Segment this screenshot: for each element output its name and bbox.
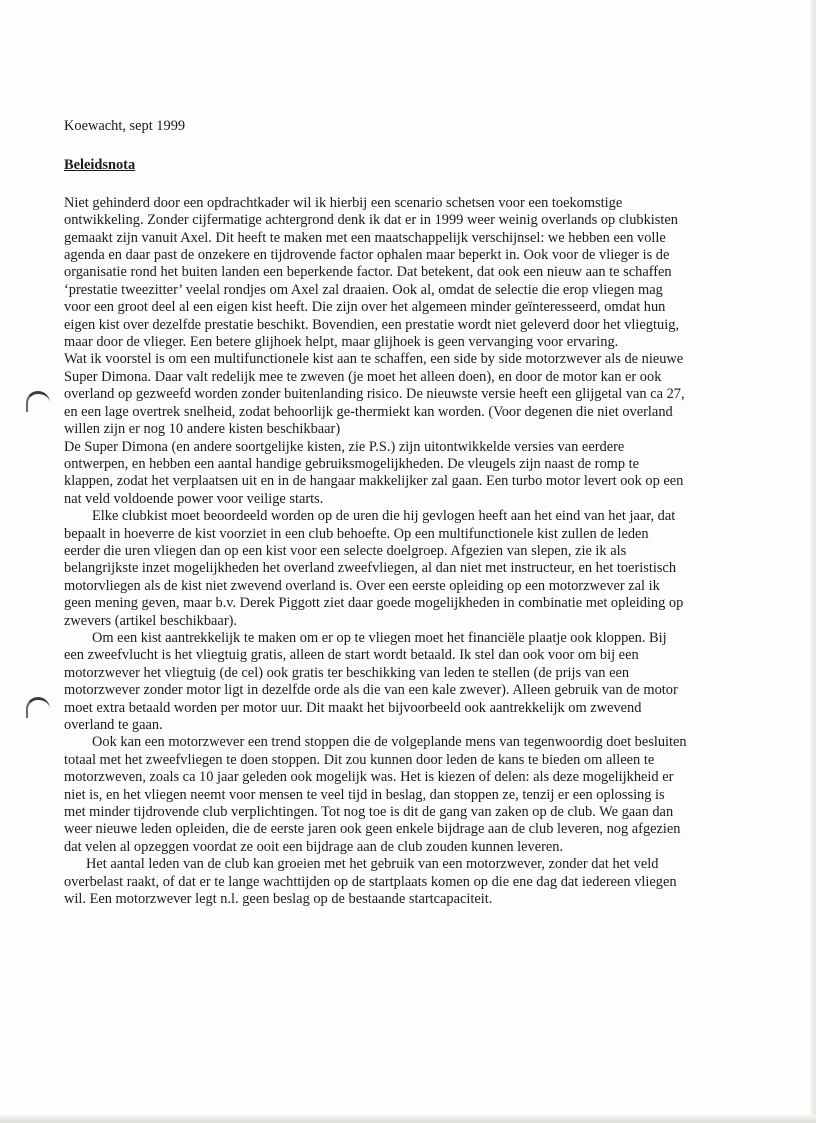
document-title: Beleidsnota [64,157,136,174]
paragraph-super-dimona: De Super Dimona (en andere soortgelijke kisten, zie P.S.) zijn uitontwikkelde versies van eerdere ontwerpen, en hebben een aantal handige gebruiksmogelijkheden. De vleugels zijn naast de romp te klappen, zodat het verplaatsen uit en in de hangaar makkelijker zal gaan. Een turbo motor levert ook op een nat veld voldoende power voor veilige starts. [64,438,684,507]
scan-edge-bottom [0,1115,816,1123]
punch-hole-top [26,391,50,412]
paragraph-proposal: Wat ik voorstel is om een multifunctionele kist aan te schaffen, een side by side motorzwever als de nieuwe Super Dimona. Daar valt redelijk mee te zweven (je moet het alleen doen), en door de motor kan er ook overland op gezweefd worden zonder buitenlanding risico. De nieuwste versie heeft een glijgetal van ca 27, en een lage overtrek snelheid, zodat behoorlijk ge-thermiekt kan worden. (Voor degenen die niet overland willen zijn er nog 10 andere kisten beschikbaar) [64,351,685,438]
paragraph-clubkist-hours: Elke clubkist moet beoordeeld worden op de uren die hij gevlogen heeft aan het eind van het jaar, dat bepaalt in hoeverre de kist voorziet in een club behoefte. Op een multifunctionele kist zullen de leden eerder die uren vliegen dan op een kist voor een selecte doelgroep. Afgezien van slepen, zie ik als belangrijkste inzet mogelijkheden het overland zweefvliegen, al dan niet met instructeur, en het toeristisch motorvliegen als de kist niet zwevend overland is. Over een eerste opleiding op een motorzwever zal ik geen mening geven, maar b.v. Derek Piggott ziet daar goede mogelijkheden in combinatie met opleiding op zwevers (artikel beschikbaar). [64,508,684,629]
paragraph-membership: Het aantal leden van de club kan groeien met het gebruik van een motorzwever, zonder dat het veld overbelast raakt, of dat er te lange wachttijden op de startplaats komen op die ene dag dat iedereen vliegen wil. Een motorzwever legt n.l. geen beslag op de bestaande startcapaciteit. [64,856,677,908]
scan-edge-right [810,0,816,1123]
paragraph-trend: Ook kan een motorzwever een trend stoppen die de volgeplande mens van tegenwoordig doet besluiten totaal met het zweefvliegen te doen stoppen. Dit zou kunnen door leden de kans te bieden om alleen te motorzweven, zoals ca 10 jaar geleden ook mogelijk was. Het is kiezen of delen: als deze mogelijkheid er niet is, en het vliegen neemt voor mensen te veel tijd in beslag, dan stoppen ze, tenzij er een oplossing is met minder tijdrovende club verplichtingen. Tot nog toe is dit de gang van zaken op de club. We gaan dan weer nieuwe leden opleiden, die de eerste jaren ook geen enkele bijdrage aan de club leveren, nog afgezien dat velen al opzeggen voordat ze ooit een bijdrage aan de club zouden kunnen leveren. [64,734,687,855]
letter-body [64,118,688,908]
punch-hole-bottom [26,697,50,718]
paragraph-financial: Om een kist aantrekkelijk te maken om er op te vliegen moet het financiële plaatje ook kloppen. Bij een zweefvlucht is het vliegtuig gratis, alleen de start wordt betaald. Ik stel dan ook voor om bij een motorzwever het vliegtuig (de cel) ook gratis ter beschikking van leden te stellen (de prijs van een motorzwever zonder motor ligt in dezelfde orde als die van een kale zwever). Alleen gebruik van de motor moet extra betaald worden per motor uur. Dit maakt het bijvoorbeeld ook aantrekkelijk om zwevend overland te gaan. [64,629,678,733]
dateline: Koewacht, sept 1999 [64,118,186,134]
paragraph-intro: Niet gehinderd door een opdrachtkader wil ik hierbij een scenario schetsen voor een toekomstige ontwikkeling. Zonder cijfermatige achtergrond denk ik dat er in 1999 weer weinig overlands op clubkisten gemaakt zijn vanuit Axel. Dit heeft te maken met een maatschappelijk verschijnsel: we hebben een volle agenda en daar past de onzekere en tijdrovende factor ophalen maar beperkt in. Ook voor de vlieger is de organisatie rond het buiten landen een beperkende factor. Dat betekent, dat ook een nieuw aan te schaffen ‘prestatie tweezitter’ veelal rondjes om Axel zal draaien. Ook al, omdat de selectie die erop vliegen mag voor een groot deel al een eigen kist heeft. Die zijn over het algemeen minder geïnteresseerd, omdat hun eigen kist over dezelfde prestatie beschikt. Bovendien, een prestatie wordt niet geleverd door het vliegtuig, maar door de vlieger. Een betere glijhoek helpt, maar glijhoek is geen vervanging voor ervaring. [64,194,679,351]
